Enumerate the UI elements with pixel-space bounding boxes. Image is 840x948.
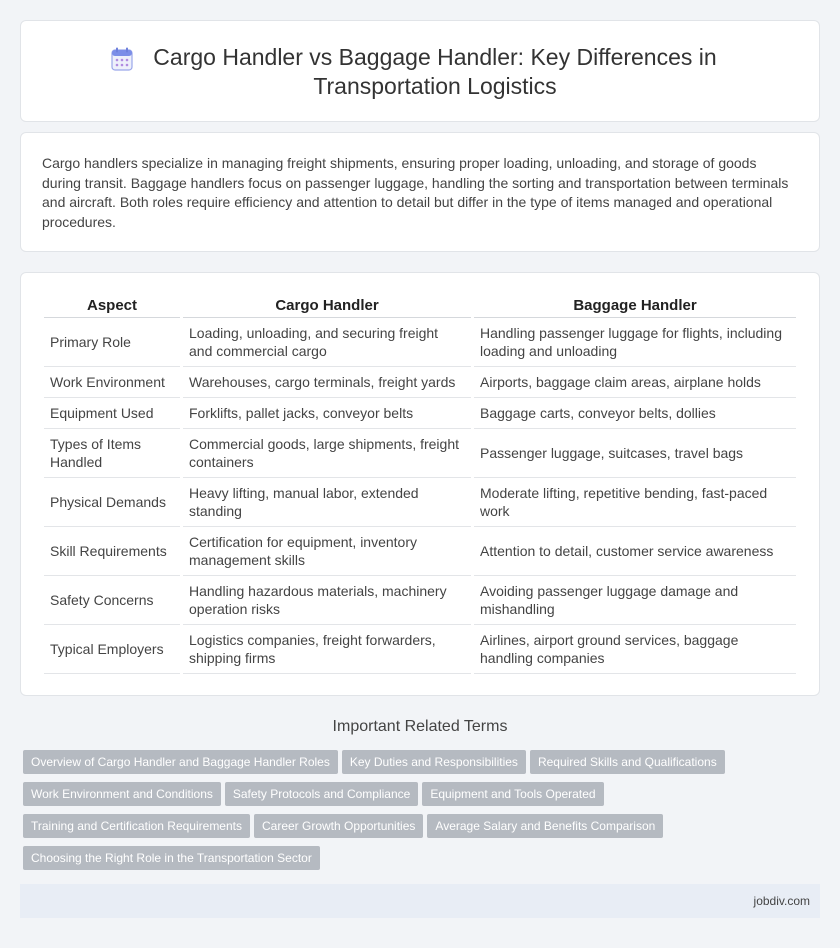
cargo-cell: Handling hazardous materials, machinery operation risks bbox=[183, 576, 471, 625]
aspect-cell: Typical Employers bbox=[44, 625, 180, 674]
table-row bbox=[44, 318, 796, 367]
header-aspect: Aspect bbox=[44, 294, 180, 318]
related-term-tag[interactable]: Career Growth Opportunities bbox=[254, 814, 423, 838]
header-card bbox=[20, 20, 820, 122]
title-wrap bbox=[21, 43, 819, 101]
comparison-table bbox=[41, 294, 799, 674]
footer bbox=[20, 884, 820, 918]
cargo-cell: Forklifts, pallet jacks, conveyor belts bbox=[183, 398, 471, 429]
related-term-tag[interactable]: Average Salary and Benefits Comparison bbox=[427, 814, 663, 838]
aspect-cell: Types of Items Handled bbox=[44, 429, 180, 478]
aspect-cell: Skill Requirements bbox=[44, 527, 180, 576]
related-term-tag[interactable]: Overview of Cargo Handler and Baggage Handler Roles bbox=[23, 750, 338, 774]
calendar-icon bbox=[111, 47, 133, 71]
aspect-cell: Primary Role bbox=[44, 318, 180, 367]
intro-paragraph: Cargo handlers specialize in managing freight shipments, ensuring proper loading, unloading, and storage of goods during transit. Baggage handlers focus on passenger luggage, handling the sorting and transportation between terminals and aircraft. Both roles require efficiency and attention to detail but differ in the type of items managed and operational procedures. bbox=[42, 155, 789, 230]
cargo-cell: Commercial goods, large shipments, freight containers bbox=[183, 429, 471, 478]
cargo-cell: Logistics companies, freight forwarders, shipping firms bbox=[183, 625, 471, 674]
table-row bbox=[44, 398, 796, 429]
table-header-row bbox=[44, 294, 796, 318]
aspect-cell: Work Environment bbox=[44, 367, 180, 398]
related-term-tag[interactable]: Equipment and Tools Operated bbox=[422, 782, 603, 806]
footer-brand-link[interactable]: jobdiv.com bbox=[753, 894, 810, 908]
related-terms-list bbox=[23, 750, 743, 878]
table-row bbox=[44, 527, 796, 576]
related-term-tag[interactable]: Key Duties and Responsibilities bbox=[342, 750, 526, 774]
table-row bbox=[44, 429, 796, 478]
related-term-tag[interactable]: Required Skills and Qualifications bbox=[530, 750, 725, 774]
table-row bbox=[44, 625, 796, 674]
baggage-cell: Attention to detail, customer service awareness bbox=[474, 527, 796, 576]
baggage-cell: Baggage carts, conveyor belts, dollies bbox=[474, 398, 796, 429]
cargo-cell: Heavy lifting, manual labor, extended standing bbox=[183, 478, 471, 527]
baggage-cell: Airports, baggage claim areas, airplane holds bbox=[474, 367, 796, 398]
aspect-cell: Safety Concerns bbox=[44, 576, 180, 625]
header-baggage-handler: Baggage Handler bbox=[474, 294, 796, 318]
related-term-tag[interactable]: Safety Protocols and Compliance bbox=[225, 782, 418, 806]
aspect-cell: Physical Demands bbox=[44, 478, 180, 527]
cargo-cell: Certification for equipment, inventory management skills bbox=[183, 527, 471, 576]
related-term-tag[interactable]: Choosing the Right Role in the Transportation Sector bbox=[23, 846, 320, 870]
table-row bbox=[44, 367, 796, 398]
baggage-cell: Airlines, airport ground services, baggage handling companies bbox=[474, 625, 796, 674]
baggage-cell: Handling passenger luggage for flights, including loading and unloading bbox=[474, 318, 796, 367]
related-term-tag[interactable]: Work Environment and Conditions bbox=[23, 782, 221, 806]
baggage-cell: Passenger luggage, suitcases, travel bags bbox=[474, 429, 796, 478]
aspect-cell: Equipment Used bbox=[44, 398, 180, 429]
comparison-card bbox=[20, 272, 820, 696]
cargo-cell: Warehouses, cargo terminals, freight yards bbox=[183, 367, 471, 398]
related-term-tag[interactable]: Training and Certification Requirements bbox=[23, 814, 250, 838]
baggage-cell: Moderate lifting, repetitive bending, fast-paced work bbox=[474, 478, 796, 527]
page-title: Cargo Handler vs Baggage Handler: Key Differences in Transportation Logistics bbox=[153, 44, 717, 99]
baggage-cell: Avoiding passenger luggage damage and mishandling bbox=[474, 576, 796, 625]
cargo-cell: Loading, unloading, and securing freight and commercial cargo bbox=[183, 318, 471, 367]
table-row bbox=[44, 478, 796, 527]
table-row bbox=[44, 576, 796, 625]
header-cargo-handler: Cargo Handler bbox=[183, 294, 471, 318]
related-terms-heading: Important Related Terms bbox=[332, 718, 508, 735]
intro-card bbox=[20, 132, 820, 252]
